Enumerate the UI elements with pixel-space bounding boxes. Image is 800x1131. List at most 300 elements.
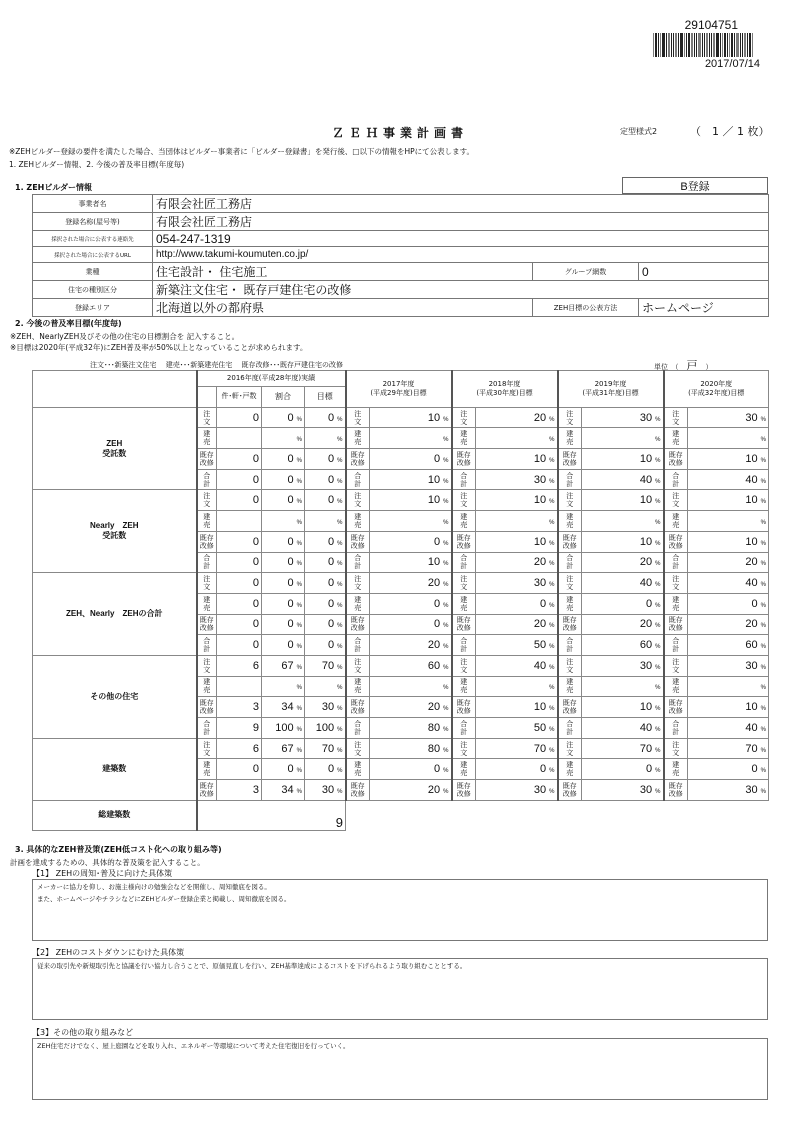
row-type-label: 既存 改修 [664,531,688,552]
year-target-2018-value: 50 [533,721,547,734]
row-type-label: 既存 改修 [558,531,582,552]
percent-sign: % [443,602,449,609]
percent-sign: % [760,437,766,444]
year-target-2019 [582,593,664,614]
barcode-bar [698,33,701,57]
barcode-bar [736,33,739,57]
percent-sign: % [337,602,343,609]
row-type-label: 既存 改修 [664,614,688,635]
row-type-label: 合 計 [346,635,370,656]
barcode-bar [742,33,743,57]
year-target-2020 [688,676,769,697]
target-2016-value: 70 [321,742,335,755]
row-type-label: 合 計 [664,469,688,490]
year-target-2019-value: 40 [639,577,653,590]
year-target-2017 [370,511,452,532]
target-2016-value: 30 [321,701,335,714]
header-ratio: 割合 [262,387,305,408]
target-2016 [305,655,346,676]
scope-note: 1. ZEHビルダー情報、2. 今後の普及率目標(年度毎) [9,160,185,169]
row-type-label: 合 計 [664,635,688,656]
year-target-2020 [688,511,769,532]
year-target-2019 [582,490,664,511]
year-target-2020 [688,635,769,656]
ratio-2016-value: 0 [287,556,294,569]
count-2016 [217,511,262,532]
row-type-label: 既存 改修 [664,780,688,801]
count-2016 [217,428,262,449]
target-2016-value: 70 [321,659,335,672]
year-target-2018 [476,407,558,428]
barcode-bar [660,33,661,57]
year-target-2019-value: 30 [639,659,653,672]
category-label: ZEH 受託数 [33,407,197,490]
row-type-label: 注 文 [197,655,217,676]
row-type-label: 合 計 [452,718,476,739]
ratio-2016 [262,697,305,718]
percent-sign: % [549,478,555,485]
year-target-2019-value: 40 [639,473,653,486]
target-2016-value: 0 [328,535,335,548]
percent-sign: % [296,519,302,526]
ratio-2016-value: 0 [287,494,294,507]
year-target-2020-value: 60 [745,639,758,652]
contact-value: 054-247-1319 [153,231,769,247]
row-type-label: 合 計 [664,718,688,739]
row-type-label: 注 文 [452,655,476,676]
year-target-2020 [688,490,769,511]
row-type-label: 既存 改修 [664,697,688,718]
year-target-2020 [688,759,769,780]
year-target-2020 [688,593,769,614]
year-target-2020 [688,552,769,573]
year-target-2017-value: 60 [427,659,441,672]
year-target-2017-value: 20 [427,783,441,796]
row-type-label: 建 売 [452,511,476,532]
row-type-label: 既存 改修 [197,780,217,801]
year-target-2020-value: 40 [745,721,758,734]
percent-sign: % [760,540,766,547]
target-2016 [305,407,346,428]
row-type-label: 建 売 [197,759,217,780]
year-target-2018-value: 10 [533,494,547,507]
percent-sign: % [549,437,555,444]
target-2016-value: 0 [328,763,335,776]
year-target-2018 [476,428,558,449]
year-target-2018 [476,511,558,532]
barcode-bar [747,33,748,57]
percent-sign: % [760,499,766,506]
percent-sign: % [549,623,555,630]
percent-sign: % [760,457,766,464]
year-target-2018 [476,552,558,573]
percent-sign: % [655,623,661,630]
year-target-2017 [370,780,452,801]
year-target-2018 [476,531,558,552]
percent-sign: % [296,726,302,733]
year-target-2020-value: 40 [745,577,758,590]
row-type-label: 注 文 [346,738,370,759]
percent-sign: % [443,499,449,506]
count-2016: 0 [217,490,262,511]
barcode-bar [686,33,687,57]
housing-type-label: 住宅の種別区分 [33,281,153,299]
percent-sign: % [337,706,343,713]
target-2016-value: 0 [328,411,335,424]
ratio-2016 [262,490,305,511]
year-target-2020 [688,655,769,676]
row-type-label: 注 文 [558,407,582,428]
reg-name-label: 登録名称(屋号等) [33,213,153,231]
percent-sign: % [296,582,302,589]
target-2016 [305,635,346,656]
year-target-2018-value: 0 [540,597,547,610]
percent-sign: % [655,478,661,485]
row-type-label: 合 計 [346,469,370,490]
category-label: Nearly ZEH 受託数 [33,490,197,573]
percent-sign: % [296,437,302,444]
total-value: 9 [197,800,346,830]
row-type-label: 注 文 [558,655,582,676]
percent-sign: % [337,478,343,485]
ratio-2016 [262,718,305,739]
year-target-2020 [688,573,769,594]
barcode-bar [744,33,746,57]
target-2016 [305,614,346,635]
barcode-bar [734,33,735,57]
row-type-label: 注 文 [346,655,370,676]
year-target-2019-value: 30 [639,411,653,424]
year-target-2017 [370,738,452,759]
document-date: 2017/07/14 [704,58,760,70]
company-value: 有限会社匠工務店 [153,195,769,213]
row-type-label: 注 文 [197,407,217,428]
row-type-label: 建 売 [664,759,688,780]
percent-sign: % [296,644,302,651]
category-label: その他の住宅 [33,655,197,738]
percent-sign: % [296,561,302,568]
barcode-bar [711,33,712,57]
ratio-2016-value: 67 [281,742,294,755]
year-target-2018-value: 10 [533,452,547,465]
row-type-label: 建 売 [197,511,217,532]
year-target-2018-value: 10 [533,701,547,714]
target-2016 [305,676,346,697]
row-type-label: 建 売 [664,511,688,532]
percent-sign: % [549,644,555,651]
percent-sign: % [443,582,449,589]
table-row [33,738,769,759]
year-target-2018-value: 40 [533,659,547,672]
barcode-bar [740,33,741,57]
row-type-label: 注 文 [346,573,370,594]
year-target-2018 [476,780,558,801]
header-count: 件･軒･戸数 [217,387,262,408]
target-2016 [305,428,346,449]
row-type-label: 合 計 [452,469,476,490]
percent-sign: % [655,540,661,547]
percent-sign: % [549,706,555,713]
year-target-2017-value: 10 [427,494,441,507]
row-type-label: 既存 改修 [452,614,476,635]
year-target-2018-value: 20 [533,618,547,631]
table-row [33,490,769,511]
target-2016 [305,531,346,552]
year-target-2017 [370,697,452,718]
year-target-2019 [582,676,664,697]
year-target-2018 [476,593,558,614]
target-2016-value: 30 [321,783,335,796]
unit-close: ） [705,363,713,371]
unit-value: 戸 [686,359,698,372]
target-2016 [305,469,346,490]
percent-sign: % [296,685,302,692]
row-type-label: 注 文 [664,490,688,511]
year-target-2017 [370,593,452,614]
page-count: （ 1 ／ 1 枚） [690,125,770,138]
percent-sign: % [760,685,766,692]
year-target-2017-value: 0 [434,597,441,610]
year-target-2017-value: 10 [427,411,441,424]
count-2016: 0 [217,531,262,552]
publish-value: ホームページ [639,299,769,317]
publish-label: ZEH目標の公表方法 [533,299,639,317]
barcode-bar [724,33,726,57]
barcode-bar [704,33,705,57]
barcode-bar [666,33,667,57]
percent-sign: % [760,747,766,754]
year-target-2018 [476,614,558,635]
row-type-label: 既存 改修 [452,449,476,470]
percent-sign: % [549,747,555,754]
year-target-2018-value: 30 [533,577,547,590]
percent-sign: % [443,416,449,423]
ratio-2016-value: 0 [287,639,294,652]
year-target-2019 [582,655,664,676]
row-type-label: 既存 改修 [558,449,582,470]
percent-sign: % [760,561,766,568]
row-type-label: 建 売 [558,676,582,697]
target-2016 [305,697,346,718]
percent-sign: % [655,747,661,754]
target-2016-value: 0 [328,618,335,631]
barcode-bar [688,33,690,57]
company-label: 事業者名 [33,195,153,213]
row-type-label: 既存 改修 [452,780,476,801]
count-2016: 9 [217,718,262,739]
percent-sign: % [337,768,343,775]
builder-info-table [32,194,769,317]
target-2016 [305,490,346,511]
row-type-label: 建 売 [197,593,217,614]
count-2016: 0 [217,469,262,490]
measure1-line1: メーカーに協力を仰し、お施主様向けの勉強会などを開催し、周知徹底を図る。 [37,883,271,891]
percent-sign: % [443,437,449,444]
year-target-2020-value: 20 [745,556,758,569]
year-target-2019 [582,635,664,656]
row-type-label: 建 売 [452,593,476,614]
year-target-2018 [476,697,558,718]
target-2016 [305,449,346,470]
row-type-label: 注 文 [197,490,217,511]
target-2016 [305,573,346,594]
year-target-2017 [370,655,452,676]
percent-sign: % [760,623,766,630]
percent-sign: % [760,582,766,589]
percent-sign: % [296,664,302,671]
year-target-2019 [582,428,664,449]
table-row [33,655,769,676]
ratio-2016-value: 0 [287,577,294,590]
percent-sign: % [296,768,302,775]
barcode-bar [658,33,659,57]
barcode-bar [668,33,670,57]
year-target-2020-value: 0 [751,597,758,610]
year-target-2019-value: 70 [639,742,653,755]
percent-sign: % [549,540,555,547]
percent-sign: % [296,457,302,464]
percent-sign: % [337,788,343,795]
year-target-2019-value: 10 [639,535,653,548]
measure2-box [32,958,768,1020]
ratio-2016-value: 34 [281,783,294,796]
percent-sign: % [443,623,449,630]
percent-sign: % [296,416,302,423]
barcode-bar [662,33,665,57]
percent-sign: % [760,788,766,795]
barcode-bar [673,33,674,57]
year-target-2017-value: 80 [427,721,441,734]
percent-sign: % [337,747,343,754]
year-target-2019 [582,449,664,470]
barcode-image [653,33,763,57]
percent-sign: % [549,685,555,692]
year-target-2020 [688,614,769,635]
year-target-2019 [582,780,664,801]
row-type-label: 合 計 [558,718,582,739]
ratio-2016-value: 0 [287,597,294,610]
area-value: 北海道以外の都府県 [153,299,533,317]
year-target-2018-value: 10 [533,535,547,548]
total-row [33,800,769,830]
year-target-2019-value: 10 [639,452,653,465]
year-target-2020-value: 10 [745,452,758,465]
percent-sign: % [443,788,449,795]
year-target-2019 [582,614,664,635]
target-2016 [305,718,346,739]
row-type-label: 注 文 [197,738,217,759]
barcode-bar [702,33,703,57]
ratio-2016-value: 34 [281,701,294,714]
target-2016-value: 0 [328,597,335,610]
ratio-2016-value: 100 [275,721,294,734]
barcode-bar [727,33,728,57]
row-type-label: 注 文 [558,738,582,759]
year-target-2018 [476,655,558,676]
section1-title: 1. ZEHビルダー情報 [15,183,93,192]
year-target-2020 [688,449,769,470]
percent-sign: % [443,561,449,568]
barcode-bar [709,33,710,57]
year-target-2019-value: 10 [639,701,653,714]
target-2016-value: 0 [328,577,335,590]
year-target-2018 [476,573,558,594]
row-type-label: 既存 改修 [197,531,217,552]
count-2016: 0 [217,593,262,614]
percent-sign: % [296,602,302,609]
percent-sign: % [443,644,449,651]
ratio-2016 [262,635,305,656]
group-label: グループ網数 [533,263,639,281]
count-2016: 0 [217,614,262,635]
barcode-bar [675,33,677,57]
year-target-2018-value: 30 [533,473,547,486]
header-2018: 2018年度 (平成30年度)目標 [452,371,558,408]
section2-note1: ※ZEH、NearlyZEH及びその他の住宅の目標割合を 記入すること。 [10,332,240,341]
percent-sign: % [337,664,343,671]
year-target-2017-value: 0 [434,618,441,631]
header-2016: 2016年度(平成28年度)実績 [197,371,346,387]
row-type-label: 建 売 [664,428,688,449]
year-target-2017 [370,759,452,780]
target-2016-value: 0 [328,473,335,486]
year-target-2019-value: 40 [639,721,653,734]
row-type-label: 注 文 [664,738,688,759]
percent-sign: % [655,416,661,423]
count-2016: 0 [217,635,262,656]
year-target-2019-value: 30 [639,783,653,796]
barcode-bar [655,33,657,57]
percent-sign: % [337,644,343,651]
percent-sign: % [655,788,661,795]
barcode-bar [694,33,695,57]
barcode-bar [696,33,697,57]
year-target-2020-value: 20 [745,618,758,631]
target-2016 [305,511,346,532]
percent-sign: % [296,478,302,485]
year-target-2019 [582,469,664,490]
year-target-2018-value: 50 [533,639,547,652]
page-title: ＺＥＨ事業計画書 [331,126,468,140]
percent-sign: % [655,726,661,733]
target-2016 [305,738,346,759]
year-target-2019 [582,573,664,594]
barcode-bar [752,33,753,57]
percent-sign: % [549,582,555,589]
barcode-bar [749,33,751,57]
year-target-2020-value: 70 [745,742,758,755]
ratio-2016 [262,407,305,428]
year-target-2020 [688,428,769,449]
year-target-2018-value: 20 [533,411,547,424]
percent-sign: % [296,623,302,630]
target-2016-value: 0 [328,452,335,465]
barcode-bar [691,33,693,57]
year-target-2020 [688,697,769,718]
header-2017: 2017年度 (平成29年度)目標 [346,371,452,408]
total-label: 総建築数 [33,800,197,830]
measure3-box [32,1038,768,1100]
header-2020: 2020年度 (平成32年度)目標 [664,371,769,408]
barcode-bar [720,33,721,57]
ratio-2016-value: 0 [287,535,294,548]
count-2016: 0 [217,552,262,573]
row-type-label: 既存 改修 [346,531,370,552]
percent-sign: % [296,747,302,754]
section2-title: 2. 今後の普及率目標(年度毎) [15,319,122,328]
url-value: http://www.takumi-koumuten.co.jp/ [153,247,769,263]
year-target-2017-value: 0 [434,452,441,465]
